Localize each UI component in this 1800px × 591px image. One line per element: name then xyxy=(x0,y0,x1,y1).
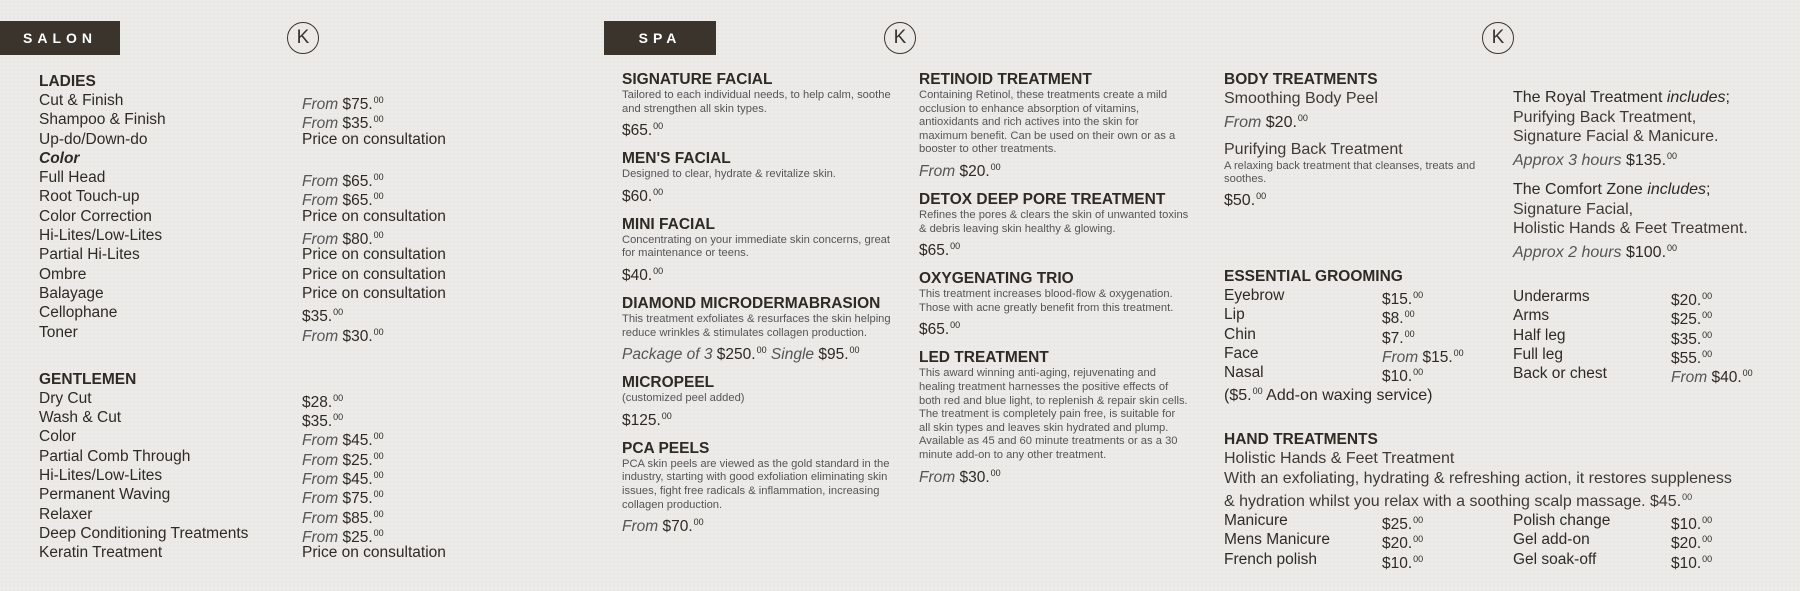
price-row xyxy=(39,130,499,149)
item-price xyxy=(1671,550,1712,573)
from-label: From xyxy=(302,96,339,113)
treatment-section xyxy=(919,270,1189,340)
price-cents: 00 xyxy=(373,114,384,125)
treatment-title: RETINOID TREATMENT xyxy=(919,71,1092,88)
purifying-back-name: Purifying Back Treatment xyxy=(1224,141,1403,158)
price-row xyxy=(1224,325,1494,347)
price-value: $65. xyxy=(342,192,373,210)
price-cents: 00 xyxy=(373,508,384,519)
price-value: $45. xyxy=(342,471,373,489)
price-cents: 00 xyxy=(373,172,384,183)
price-value: $10. xyxy=(1671,554,1702,572)
treatment-section xyxy=(622,374,892,431)
item-name: Arms xyxy=(1513,307,1550,325)
price-row xyxy=(39,245,499,264)
price-row xyxy=(1513,530,1783,553)
price-value: Price on consultation xyxy=(302,265,446,283)
treatment-title: SIGNATURE FACIAL xyxy=(622,71,773,88)
item-name: Gel add-on xyxy=(1513,531,1590,549)
price-row xyxy=(1513,364,1783,387)
treatment-section xyxy=(919,71,1189,182)
item-price xyxy=(302,284,446,303)
price-value: $25. xyxy=(1671,311,1702,329)
price-cents: 00 xyxy=(373,527,384,538)
item-price xyxy=(1671,364,1753,387)
price-cents: 00 xyxy=(950,320,961,331)
hand-treatments-title: HAND TREATMENTS xyxy=(1224,431,1378,448)
single-price: $95. xyxy=(818,346,849,364)
price-value: $20. xyxy=(959,162,990,180)
treatment-price xyxy=(919,236,1189,261)
item-price xyxy=(302,323,384,346)
price-cents: 00 xyxy=(653,121,664,132)
item-name: Permanent Waving xyxy=(39,486,171,504)
item-name: Hi-Lites/Low-Lites xyxy=(39,227,163,245)
price-row xyxy=(39,466,499,489)
price-cents: 00 xyxy=(1742,368,1753,379)
price-cents: 00 xyxy=(333,307,344,318)
price-value: $35. xyxy=(1671,330,1702,348)
royal-price: Approx 3 hours $135.00 xyxy=(1513,150,1678,169)
price-row xyxy=(39,265,499,284)
price-value: $80. xyxy=(342,231,373,249)
treatment-title: PCA PEELS xyxy=(622,439,710,457)
price-row xyxy=(39,505,499,527)
from-label: From xyxy=(302,471,339,489)
item-name: Cut & Finish xyxy=(39,92,124,109)
item-name: Color xyxy=(39,149,80,167)
spa-header: SPA xyxy=(604,21,716,55)
treatment-section xyxy=(622,71,892,141)
from-label: From xyxy=(302,509,339,527)
price-cents: 00 xyxy=(373,95,384,105)
price-cents: 00 xyxy=(373,326,384,337)
item-name: Color xyxy=(39,428,77,446)
price-row xyxy=(39,149,499,168)
price-cents: 00 xyxy=(333,392,344,403)
price-cents: 00 xyxy=(1702,534,1713,545)
price-cents: 00 xyxy=(1702,515,1713,525)
price-cents: 00 xyxy=(1702,348,1713,359)
comfort-line-1: Signature Facial, xyxy=(1513,200,1634,218)
item-price xyxy=(302,265,446,284)
k-logo-icon: K xyxy=(287,22,319,54)
hand-subtitle: Holistic Hands & Feet Treatment xyxy=(1224,450,1455,467)
from-label: From xyxy=(302,528,339,546)
price-cents: 00 xyxy=(990,467,1001,478)
item-name: Nasal xyxy=(1224,364,1264,382)
hand-desc-1: With an exfoliating, hydrating & refreshing action, it restores suppleness xyxy=(1224,469,1732,487)
item-name: Eyebrow xyxy=(1224,287,1285,304)
treatment-desc: (customized peel added) xyxy=(622,392,745,405)
price-row xyxy=(1513,326,1783,348)
item-name: Cellophane xyxy=(39,304,118,322)
treatment-section xyxy=(622,216,892,286)
price-value: $65. xyxy=(919,321,950,339)
price-value: $70. xyxy=(662,518,693,536)
item-name: French polish xyxy=(1224,550,1318,568)
treatment-title: DETOX DEEP PORE TREATMENT xyxy=(919,190,1166,208)
price-row xyxy=(39,408,499,431)
from-label: From xyxy=(302,192,339,210)
from-label: From xyxy=(302,432,339,450)
item-name: Ombre xyxy=(39,265,87,283)
item-name: Full leg xyxy=(1513,345,1563,363)
price-cents: 00 xyxy=(373,450,384,461)
gentlemen-title: GENTLEMEN xyxy=(39,370,137,388)
price-row xyxy=(1513,306,1783,329)
price-cents: 00 xyxy=(1404,328,1415,339)
price-row xyxy=(1224,511,1494,533)
price-row xyxy=(39,168,499,191)
item-name: Balayage xyxy=(39,284,104,302)
price-row xyxy=(39,207,499,226)
price-value: $30. xyxy=(342,327,373,345)
from-label: From xyxy=(302,451,339,469)
grooming-list xyxy=(1224,286,1494,386)
item-price xyxy=(302,130,446,149)
price-row xyxy=(1513,345,1783,367)
essential-grooming-title: ESSENTIAL GROOMING xyxy=(1224,268,1403,285)
comfort-line-2: Holistic Hands & Feet Treatment. xyxy=(1513,220,1748,237)
item-name: Partial Comb Through xyxy=(39,447,191,465)
treatment-section xyxy=(622,150,892,207)
price-cents: 00 xyxy=(950,241,961,252)
hand-treatments-section xyxy=(1224,431,1794,512)
treatment-price xyxy=(622,261,892,286)
body-treatments-section xyxy=(1224,71,1494,210)
treatment-price xyxy=(919,315,1189,340)
price-cents: 00 xyxy=(1413,534,1424,545)
price-value: $25. xyxy=(342,528,373,546)
smoothing-peel-name: Smoothing Body Peel xyxy=(1224,90,1378,107)
price-value: Price on consultation xyxy=(302,284,446,302)
item-name: Lip xyxy=(1224,306,1245,324)
from-label: From xyxy=(302,173,339,191)
price-value: $75. xyxy=(342,490,373,508)
price-value: $35. xyxy=(302,413,333,431)
hand-list xyxy=(1224,511,1494,572)
item-price xyxy=(1382,550,1423,573)
price-cents: 00 xyxy=(1404,309,1415,320)
price-cents: 00 xyxy=(653,186,664,197)
price-value: $35. xyxy=(302,308,333,326)
grooming-list-2 xyxy=(1513,287,1783,387)
price-cents: 00 xyxy=(1702,329,1713,340)
price-row xyxy=(1513,511,1783,533)
treatment-section xyxy=(622,440,892,537)
royal-treatment-title: The Royal Treatment includes; xyxy=(1513,89,1730,106)
price-value: Price on consultation xyxy=(302,207,446,225)
price-row xyxy=(1224,363,1494,386)
price-value: $65. xyxy=(342,173,373,191)
item-price xyxy=(302,245,446,264)
price-row xyxy=(39,485,499,508)
comfort-zone-title: The Comfort Zone includes; xyxy=(1513,181,1711,198)
treatment-price xyxy=(919,463,1189,488)
price-row xyxy=(39,110,499,133)
price-cents: 00 xyxy=(373,470,384,481)
treatment-desc: Concentrating on your immediate skin concerns, great for maintenance or teens. xyxy=(622,233,891,260)
price-row xyxy=(39,543,499,562)
price-row xyxy=(1513,550,1783,572)
from-label: From xyxy=(622,518,659,536)
from-label: From xyxy=(302,115,339,133)
price-cents: 00 xyxy=(1413,553,1424,564)
price-cents: 00 xyxy=(653,265,664,276)
price-cents: 00 xyxy=(373,230,384,241)
item-name: Face xyxy=(1224,344,1259,362)
price-row xyxy=(1224,530,1494,553)
price-value: $8. xyxy=(1382,310,1404,328)
price-cents: 00 xyxy=(661,410,672,421)
price-row xyxy=(1224,344,1494,366)
spa-column-1 xyxy=(622,71,892,546)
treatment-price xyxy=(622,406,892,431)
price-value: $25. xyxy=(342,451,373,469)
treatment-price xyxy=(622,340,892,365)
treatment-desc: Designed to clear, hydrate & revitalize skin. xyxy=(622,168,836,181)
price-row xyxy=(39,303,499,326)
item-name: Partial Hi-Lites xyxy=(39,246,140,264)
price-value: $20. xyxy=(1382,535,1413,553)
ladies-list xyxy=(39,91,499,345)
price-value: $65. xyxy=(919,242,950,260)
price-value: $10. xyxy=(1671,516,1702,533)
comfort-price: Approx 2 hours $100.00 xyxy=(1513,242,1678,261)
treatment-desc: Tailored to each individual needs, to help calm, soothe and strengthen all skin types. xyxy=(622,89,891,115)
item-name: Full Head xyxy=(39,169,106,187)
spa-column-2 xyxy=(919,71,1189,497)
price-value: $35. xyxy=(342,115,373,133)
from-label: From xyxy=(1382,348,1419,366)
price-row xyxy=(39,427,499,450)
price-value: $85. xyxy=(342,509,373,527)
from-label: From xyxy=(302,327,339,345)
price-row xyxy=(39,524,499,546)
price-value: $20. xyxy=(1671,535,1702,553)
royal-line-1: Purifying Back Treatment, xyxy=(1513,108,1697,126)
price-value: $10. xyxy=(1382,368,1413,386)
price-value: $7. xyxy=(1382,329,1404,347)
treatment-desc: Refines the pores & clears the skin of unwanted toxins & debris leaving skin healthy & glowing. xyxy=(919,208,1189,235)
price-value: $45. xyxy=(342,432,373,450)
item-name: Chin xyxy=(1224,325,1256,343)
from-label: From xyxy=(302,490,339,508)
price-cents: 00 xyxy=(1453,347,1464,358)
purifying-back-desc: A relaxing back treatment that cleanses, treats and soothes. xyxy=(1224,159,1476,186)
price-row xyxy=(39,91,499,113)
treatment-price xyxy=(919,157,1189,182)
from-label: From xyxy=(1671,369,1708,387)
price-cents: 00 xyxy=(373,191,384,202)
waxing-addon-note: ($5.00 Add-on waxing service) xyxy=(1224,386,1433,405)
price-value: Price on consultation xyxy=(302,246,446,264)
price-row xyxy=(39,187,499,210)
item-name: Gel soak-off xyxy=(1513,550,1597,568)
treatment-desc: This award winning anti-aging, rejuvenating and healing treatment harnesses the positive effects of both red and blue light, to replenish & repair skin cells. The treatment is completely pain free, is suitable for all skin types and leaves skin hydrated and plump. Available as 45 and 60 minute treatments or as a 30 minute add-on to any other treatment. xyxy=(919,367,1188,461)
treatment-price xyxy=(622,182,892,207)
treatment-desc: This treatment exfoliates & resurfaces the skin helping reduce wrinkles & stimulates collagen production. xyxy=(622,312,891,339)
smoothing-peel-price: From $20.00 xyxy=(1224,112,1308,131)
gentlemen-list xyxy=(39,389,499,563)
price-row xyxy=(39,323,499,345)
item-name: Color Correction xyxy=(39,207,152,225)
price-cents: 00 xyxy=(373,489,384,500)
price-value: Price on consultation xyxy=(302,130,446,148)
treatment-desc: This treatment increases blood-flow & oxygenation. Those with acne greatly benefit from this treatment. xyxy=(919,288,1174,314)
purifying-back-price: $50.00 xyxy=(1224,190,1267,209)
treatment-title: OXYGENATING TRIO xyxy=(919,270,1074,288)
k-logo-icon: K xyxy=(1482,22,1514,54)
price-row xyxy=(39,226,499,249)
price-value: $40. xyxy=(1711,369,1742,387)
salon-column xyxy=(39,72,499,563)
treatment-section xyxy=(919,191,1189,261)
package-label: Package of 3 xyxy=(622,346,713,364)
price-value: $15. xyxy=(1382,291,1413,308)
from-label: From xyxy=(919,468,956,486)
item-name: Dry Cut xyxy=(39,389,92,407)
essential-grooming-section xyxy=(1224,268,1494,406)
item-name: Relaxer xyxy=(39,505,93,523)
price-value: $10. xyxy=(1382,554,1413,572)
price-cents: 00 xyxy=(1413,515,1424,525)
treatment-section xyxy=(622,295,892,365)
from-label: From xyxy=(302,231,339,249)
price-value: $65. xyxy=(622,122,653,140)
price-row xyxy=(1513,287,1783,309)
price-value: $60. xyxy=(622,187,653,205)
price-row xyxy=(1224,550,1494,572)
item-price xyxy=(1382,363,1423,386)
item-name: Deep Conditioning Treatments xyxy=(39,524,249,542)
price-value: $125. xyxy=(622,411,661,429)
package-price: $250. xyxy=(716,346,756,364)
treatment-section xyxy=(919,349,1189,487)
price-cents: 00 xyxy=(1413,290,1424,300)
hand-desc-2: & hydration whilst you relax with a soothing scalp massage. $45.00 xyxy=(1224,492,1693,510)
item-name: Underarms xyxy=(1513,288,1590,305)
price-cents: 00 xyxy=(1413,367,1424,378)
price-row xyxy=(1224,305,1494,328)
price-value: $55. xyxy=(1671,349,1702,367)
hand-list-2 xyxy=(1513,511,1783,572)
salon-header: SALON xyxy=(0,21,120,55)
treatment-price xyxy=(622,116,892,141)
item-name: Manicure xyxy=(1224,512,1288,529)
item-name: Mens Manicure xyxy=(1224,531,1330,549)
treatment-desc: Containing Retinol, these treatments create a mild occlusion to enhance absorption of vitamins, antioxidants and rich actives into the skin for maximum benefit. Can be used on their own or as a booster to other treatments. xyxy=(919,89,1176,156)
price-cents: 00 xyxy=(990,161,1001,172)
item-name: Polish change xyxy=(1513,512,1611,529)
item-price xyxy=(302,207,446,226)
price-row xyxy=(39,447,499,469)
price-value: $75. xyxy=(342,96,373,113)
ladies-title: LADIES xyxy=(39,73,96,90)
from-label: From xyxy=(919,162,956,180)
treatment-title: MICROPEEL xyxy=(622,374,715,392)
price-cents: 00 xyxy=(1702,553,1713,564)
item-name: Root Touch-up xyxy=(39,188,140,206)
price-value: $25. xyxy=(1382,516,1413,533)
price-row xyxy=(39,389,499,411)
item-name: Shampoo & Finish xyxy=(39,111,166,129)
treatment-desc: PCA skin peels are viewed as the gold standard in the industry, starting with good exfoliation eliminating skin issues, fight free radicals & inflammation, increasing collagen production. xyxy=(622,457,890,511)
price-cents: 00 xyxy=(1702,310,1713,321)
item-name: Half leg xyxy=(1513,326,1566,344)
single-cents: 00 xyxy=(849,345,860,356)
price-cents: 00 xyxy=(693,517,704,528)
body-treatments-title: BODY TREATMENTS xyxy=(1224,71,1378,88)
price-value: $28. xyxy=(302,393,333,411)
item-price xyxy=(302,543,446,562)
price-value: $40. xyxy=(622,266,653,284)
packages-section xyxy=(1513,88,1798,262)
item-name: Wash & Cut xyxy=(39,409,122,427)
price-cents: 00 xyxy=(373,431,384,442)
price-row xyxy=(1224,286,1494,308)
item-name: Keratin Treatment xyxy=(39,544,163,562)
price-value: $20. xyxy=(1671,292,1702,309)
price-value: Price on consultation xyxy=(302,544,446,562)
item-name: Up-do/Down-do xyxy=(39,130,148,148)
item-name: Hi-Lites/Low-Lites xyxy=(39,467,163,485)
price-cents: 00 xyxy=(1702,291,1713,301)
treatment-title: DIAMOND MICRODERMABRASION xyxy=(622,294,881,312)
single-label: Single xyxy=(770,346,815,364)
treatment-title: MEN'S FACIAL xyxy=(622,150,731,168)
price-value: $30. xyxy=(959,468,990,486)
price-row xyxy=(39,284,499,303)
item-name: Toner xyxy=(39,323,78,341)
package-cents: 00 xyxy=(756,345,767,356)
item-name: Back or chest xyxy=(1513,365,1607,383)
treatment-title: MINI FACIAL xyxy=(622,215,715,233)
price-cents: 00 xyxy=(333,412,344,423)
royal-line-2: Signature Facial & Manicure. xyxy=(1513,128,1719,145)
price-value: $15. xyxy=(1422,348,1453,366)
treatment-price xyxy=(622,512,892,537)
treatment-title: LED TREATMENT xyxy=(919,349,1049,367)
k-logo-icon: K xyxy=(884,22,916,54)
